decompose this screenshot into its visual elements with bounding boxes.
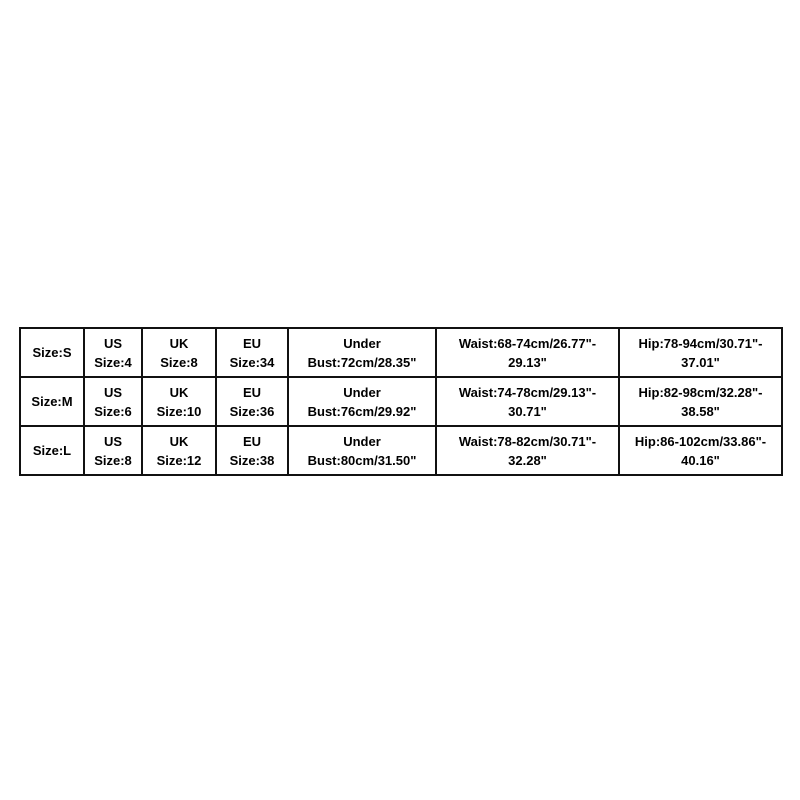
waist-cell bbox=[436, 328, 619, 377]
waist-line-2: 30.71" bbox=[508, 403, 547, 419]
uk-size-cell bbox=[142, 328, 216, 377]
uk-value: Size:8 bbox=[160, 354, 198, 370]
eu-label: EU bbox=[242, 384, 262, 400]
hip-line-1: Hip:82-98cm/32.28"- bbox=[638, 384, 763, 400]
us-label: US bbox=[103, 433, 123, 449]
under-bust-cell bbox=[288, 377, 436, 426]
uk-label: UK bbox=[169, 335, 189, 351]
hip-line-2: 37.01" bbox=[681, 354, 720, 370]
uk-size-cell bbox=[142, 426, 216, 475]
under-bust-line-1: Under bbox=[343, 384, 381, 400]
us-size-cell bbox=[84, 328, 142, 377]
eu-size-cell bbox=[216, 377, 288, 426]
eu-value: Size:38 bbox=[229, 452, 275, 468]
size-row-s bbox=[20, 328, 782, 377]
size-row-l bbox=[20, 426, 782, 475]
waist-line-1: Waist:74-78cm/29.13"- bbox=[458, 384, 597, 400]
waist-line-1: Waist:68-74cm/26.77"- bbox=[458, 335, 597, 351]
eu-size-cell bbox=[216, 328, 288, 377]
uk-value: Size:10 bbox=[156, 403, 202, 419]
waist-cell bbox=[436, 377, 619, 426]
uk-value: Size:12 bbox=[156, 452, 202, 468]
us-label: US bbox=[103, 335, 123, 351]
size-chart-table bbox=[19, 327, 783, 476]
under-bust-line-2: Bust:72cm/28.35" bbox=[307, 354, 417, 370]
us-size-cell bbox=[84, 377, 142, 426]
eu-value: Size:36 bbox=[229, 403, 275, 419]
us-label: US bbox=[103, 384, 123, 400]
under-bust-cell bbox=[288, 328, 436, 377]
eu-label: EU bbox=[242, 433, 262, 449]
hip-line-2: 40.16" bbox=[681, 452, 720, 468]
us-value: Size:4 bbox=[94, 354, 132, 370]
under-bust-line-2: Bust:76cm/29.92" bbox=[307, 403, 417, 419]
under-bust-cell bbox=[288, 426, 436, 475]
eu-label: EU bbox=[242, 335, 262, 351]
us-value: Size:6 bbox=[94, 403, 132, 419]
hip-cell bbox=[619, 328, 782, 377]
eu-value: Size:34 bbox=[229, 354, 275, 370]
size-label-cell bbox=[20, 328, 84, 377]
uk-label: UK bbox=[169, 384, 189, 400]
under-bust-line-2: Bust:80cm/31.50" bbox=[307, 452, 417, 468]
waist-line-1: Waist:78-82cm/30.71"- bbox=[458, 433, 597, 449]
size-label-cell bbox=[20, 426, 84, 475]
waist-line-2: 29.13" bbox=[508, 354, 547, 370]
uk-label: UK bbox=[169, 433, 189, 449]
us-value: Size:8 bbox=[94, 452, 132, 468]
us-size-cell bbox=[84, 426, 142, 475]
uk-size-cell bbox=[142, 377, 216, 426]
under-bust-line-1: Under bbox=[343, 433, 381, 449]
size-row-m bbox=[20, 377, 782, 426]
size-label-cell bbox=[20, 377, 84, 426]
eu-size-cell bbox=[216, 426, 288, 475]
waist-line-2: 32.28" bbox=[508, 452, 547, 468]
size-label: Size:S bbox=[32, 345, 72, 360]
size-label: Size:M bbox=[31, 394, 73, 409]
waist-cell bbox=[436, 426, 619, 475]
hip-line-1: Hip:86-102cm/33.86"- bbox=[634, 433, 767, 449]
hip-cell bbox=[619, 426, 782, 475]
under-bust-line-1: Under bbox=[343, 335, 381, 351]
size-label: Size:L bbox=[32, 443, 72, 458]
hip-cell bbox=[619, 377, 782, 426]
hip-line-2: 38.58" bbox=[681, 403, 720, 419]
hip-line-1: Hip:78-94cm/30.71"- bbox=[638, 335, 763, 351]
